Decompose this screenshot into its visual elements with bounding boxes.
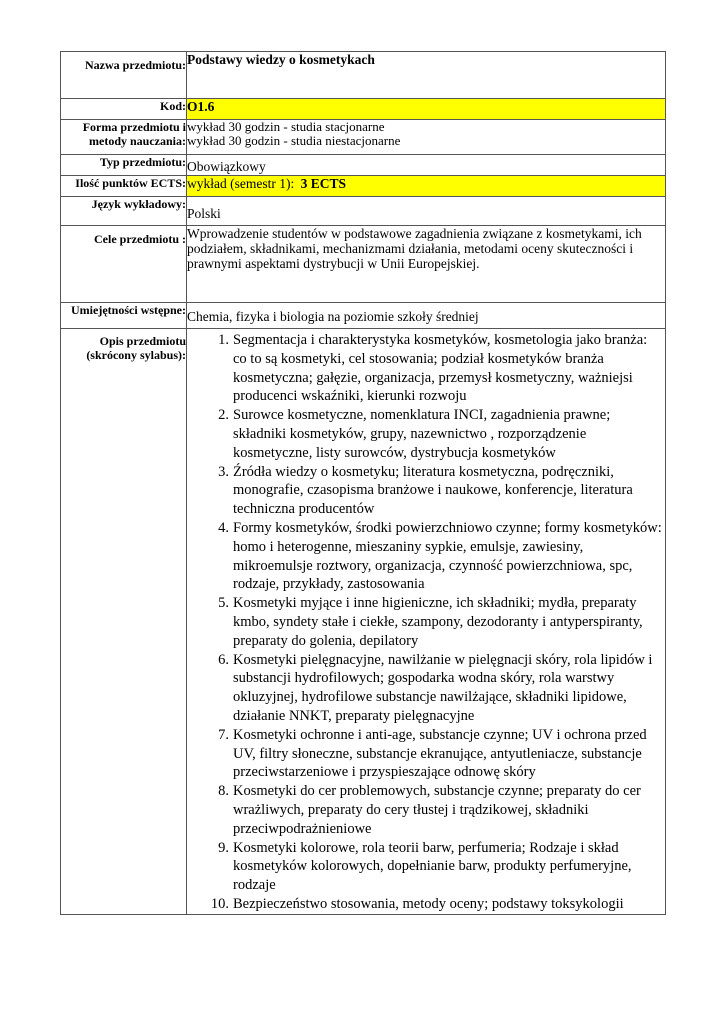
syllabus-item-number: 8. [218,783,229,800]
syllabus-item [189,782,663,838]
syllabus-item [189,651,663,726]
syllabus-item [189,895,663,914]
course-code-value: O1.6 [187,99,666,120]
language-value: Polski [187,197,666,226]
syllabus-item-number: 5. [218,595,229,612]
row-prerequisites [61,303,666,329]
course-name-value: Podstawy wiedzy o kosmetykach [187,52,666,99]
syllabus-item [189,839,663,895]
language-label: Język wykładowy: [61,197,187,226]
teaching-form-value [187,120,666,155]
prerequisites-label: Umiejętności wstępne: [61,303,187,329]
syllabus-item-text: Formy kosmetyków, środki powierzchniowo czynne; formy kosmetyków: homo i heterogenne, mieszaniny sypkie, emulsje, zawiesiny, mikroemulsje roztwory, organizacja, czynność powierzchniowa, spc, rodzaje, przykłady, zastosowania [233,519,662,593]
teaching-form-line: wykład 30 godzin - studia stacjonarne [187,119,385,134]
syllabus-item-text: Segmentacja i charakterystyka kosmetyków, kosmetologia jako branża: co to są kosmetyki, cel stosowania; podział kosmetyków branża kosmetyczna; gałęzie, organizacja, przemysł kosmetyczny, ważniejsi producenci wskaźniki, kierunki rozwoju [233,332,648,405]
syllabus-list [189,331,663,914]
course-type-value: Obowiązkowy [187,155,666,176]
syllabus-item-text: Bezpieczeństwo stosowania, metody oceny; podstawy toksykologii [233,895,624,912]
syllabus-item [189,726,663,782]
syllabus-item-text: Kosmetyki kolorowe, rola teorii barw, perfumeria; Rodzaje i skład kosmetyków kolorowych, dopełnianie barw, produkty perfumeryjne, rodzaje [233,839,632,894]
course-type-label: Typ przedmiotu: [61,155,187,176]
course-card-table [60,51,666,915]
course-code-label: Kod: [61,99,187,120]
row-teaching-form [61,120,666,155]
syllabus-item-text: Kosmetyki do cer problemowych, substancje czynne; preparaty do cer wrażliwych, preparaty do cery tłustej i trądzikowej, składniki przeciwpodrażnieniowe [233,783,641,837]
ects-points-label: Ilość punktów ECTS: [61,176,187,197]
course-name-label: Nazwa przedmiotu: [61,52,187,99]
syllabus-item [189,519,663,594]
ects-semester: wykład (semestr 1): [187,176,295,191]
syllabus-item-number: 1. [218,332,229,348]
syllabus-item-text: Kosmetyki ochronne i anti-age, substancje czynne; UV i ochrona przed UV, filtry słoneczne, substancje ekranujące, antyutleniacze, substancje przeciwstarzeniowe i przyspieszające odnowę skóry [233,726,647,781]
course-goals-label: Cele przedmiotu : [61,226,187,303]
syllabus-item [189,406,663,462]
syllabus-item-text: Źródła wiedzy o kosmetyku; literatura kosmetyczna, podręczniki, monografie, czasopisma branżowe i naukowe, konferencje, literatura techniczna producentów [233,463,633,518]
syllabus-item-number: 2. [218,407,229,424]
teaching-form-line: wykład 30 godzin - studia niestacjonarne [187,133,401,148]
syllabus-item-number: 10. [210,895,229,912]
syllabus-item-number: 9. [218,839,229,856]
syllabus-item-text: Surowce kosmetyczne, nomenklatura INCI, zagadnienia prawne; składniki kosmetyków, grupy, nazewnictwo , rozporządzenie kosmetyczne, listy surowców, dystrybucja kosmetyków [233,407,611,461]
row-ects-points [61,176,666,197]
row-language [61,197,666,226]
syllabus-item [189,463,663,519]
syllabus-item-number: 3. [218,463,229,480]
row-course-name [61,52,666,99]
course-goals-value: Wprowadzenie studentów w podstawowe zagadnienia związane z kosmetykami, ich podziałem, składnikami, mechanizmami działania, metodami oceny skuteczności i prawnymi aspektami dystrybucji w Unii Europejskiej. [187,226,666,303]
syllabus-item [189,331,663,406]
syllabus-item-number: 4. [218,519,229,536]
ects-amount: 3 ECTS [300,176,347,191]
ects-points-value [187,176,666,197]
syllabus-label: Opis przedmiotu (skrócony sylabus): [61,329,187,915]
syllabus-item [189,594,663,650]
prerequisites-value: Chemia, fizyka i biologia na poziomie szkoły średniej [187,303,666,329]
syllabus-value [187,329,666,915]
row-syllabus [61,329,666,915]
row-course-code [61,99,666,120]
syllabus-item-text: Kosmetyki myjące i inne higieniczne, ich składniki; mydła, preparaty kmbo, syndety stałe i ciekłe, szampony, dezodoranty i antyperspiranty, preparaty do golenia, depilatory [233,595,643,649]
row-course-goals [61,226,666,303]
syllabus-item-number: 7. [218,726,229,743]
teaching-form-label: Forma przedmiotu i metody nauczania: [61,120,187,155]
row-course-type [61,155,666,176]
syllabus-item-number: 6. [218,651,229,668]
syllabus-item-text: Kosmetyki pielęgnacyjne, nawilżanie w pielęgnacji skóry, rola lipidów i substancji hydrofilowych; gospodarka wodna skóry, rola warstwy okluzyjnej, hydrofilowe substancje nawilżające, składniki lipidowe, działanie NNKT, preparaty pielęgnacyjne [233,651,653,724]
